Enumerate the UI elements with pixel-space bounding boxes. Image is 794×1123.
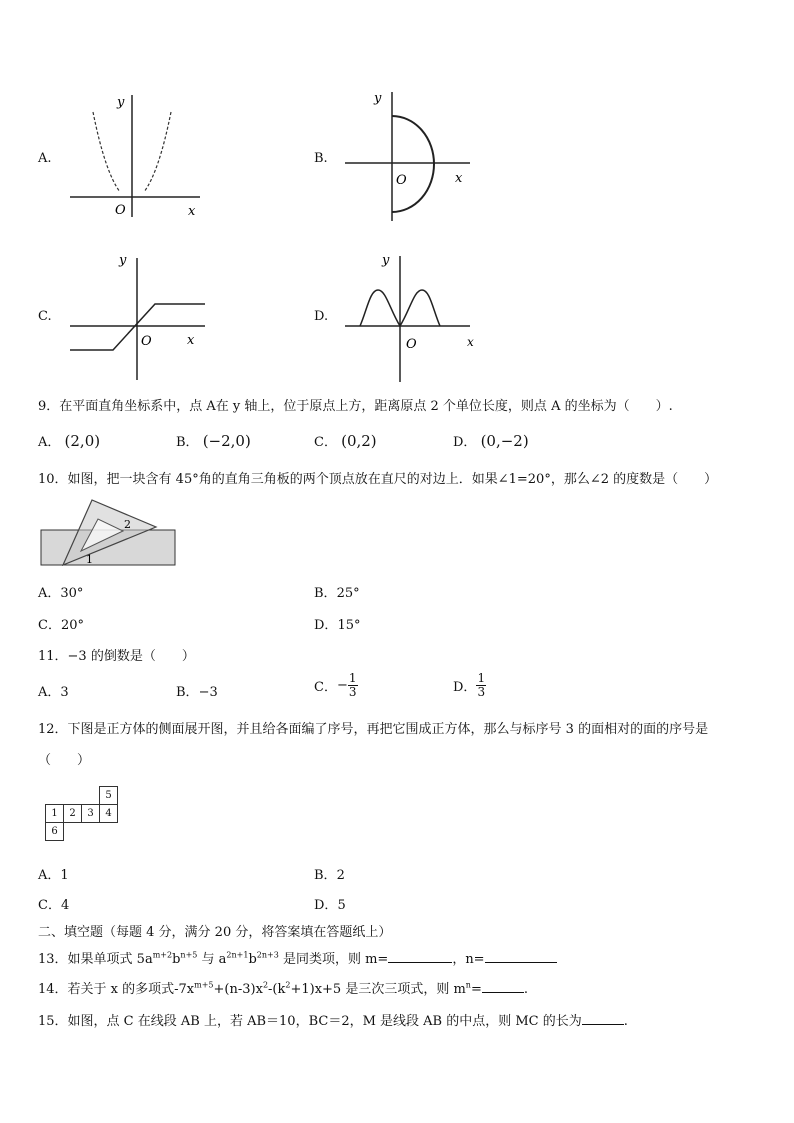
graph-b	[340, 86, 480, 226]
graph-d-x-label: x	[467, 335, 474, 349]
q13: 13．如果单项式 $5a^{m+2}b^{n+5}$ 与 $a^{2n+1}b^{2n+3}$ 是同类项，则 m= ，n=	[38, 948, 557, 967]
q11-option-c: C．− $\frac{1}{3}$	[314, 671, 357, 699]
graph-b-origin: O	[396, 173, 407, 188]
q14: 14．若关于 x 的多项式$-7x^{m+5}+(n-3)x^2-(k^2+1)x+5$ 是三次三项式，则 $m^n=$ .	[38, 980, 528, 997]
q12-option-c: C．4	[38, 898, 70, 913]
graph-a	[65, 92, 205, 222]
q12-cube-net	[45, 786, 118, 841]
q11-option-b: B．−3	[176, 685, 218, 700]
q12-option-a: A．1	[38, 868, 69, 883]
graph-a-x-label: x	[188, 204, 196, 219]
q12-stem-line2: （ ）	[38, 753, 91, 768]
section2-title: 二、填空题（每题 4 分，满分 20 分，将答案填在答题纸上）	[38, 925, 392, 940]
q12-stem-line1: 12．下图是正方体的侧面展开图，并且给各面编了序号，再把它围成正方体，那么与标序号 3 的面相对的面的序号是	[38, 722, 709, 737]
option-d-label: D.	[314, 309, 329, 324]
q10-figure-ruler-triangle	[38, 497, 178, 569]
q11-option-a: A．3	[38, 685, 69, 700]
net-face-4: 4	[100, 805, 118, 823]
net-face-1: 1	[46, 805, 64, 823]
q10-angle1-label: 1	[86, 553, 93, 566]
graph-b-y-label: y	[374, 91, 382, 106]
q12-option-b: B．2	[314, 868, 345, 883]
graph-d	[340, 250, 485, 385]
q9-option-d: D． (0,−2)	[453, 432, 529, 450]
graph-d-y-label: y	[382, 253, 390, 268]
option-b-label: B.	[314, 151, 328, 166]
q10-option-c: C．20°	[38, 618, 84, 633]
q11-option-d: D． $\frac{1}{3}$	[453, 671, 486, 699]
q9-option-c: C． (0,2)	[314, 432, 377, 450]
q12-option-d: D．5	[314, 898, 346, 913]
q9-stem: 9．在平面直角坐标系中，点 A在 y 轴上，位于原点上方，距离原点 2 个单位长度，则点 A 的坐标为（ ）.	[38, 399, 673, 414]
q15-blank[interactable]	[582, 1012, 624, 1025]
q10-stem: 10．如图，把一块含有 45°角的直角三角板的两个顶点放在直尺的对边上．如果∠1=20°，那么∠2 的度数是（ ）	[38, 472, 718, 487]
option-c-label: C.	[38, 309, 52, 324]
graph-d-origin: O	[406, 337, 417, 352]
q14-blank[interactable]	[482, 980, 524, 993]
net-face-top: 5	[100, 787, 118, 805]
graph-c-y-label: y	[119, 253, 127, 268]
graph-a-y-label: y	[117, 95, 125, 110]
option-a-label: A.	[38, 151, 52, 166]
graph-c	[65, 250, 210, 385]
q10-option-b: B．25°	[314, 586, 360, 601]
q9-option-b: B． (−2,0)	[176, 432, 251, 450]
q9-option-a: A． (2,0)	[38, 432, 101, 450]
graph-c-origin: O	[141, 334, 152, 349]
q11-stem: 11．−3 的倒数是（ ）	[38, 649, 195, 664]
net-face-2: 2	[64, 805, 82, 823]
graph-b-x-label: x	[455, 171, 463, 186]
net-face-bottom: 6	[46, 823, 64, 841]
q13-blank-n[interactable]	[485, 950, 557, 963]
net-face-3: 3	[82, 805, 100, 823]
q15: 15．如图，点 C 在线段 AB 上，若 AB＝10，BC＝2，M 是线段 AB 的中点，则 MC 的长为 .	[38, 1014, 628, 1029]
q13-blank-m[interactable]	[388, 950, 452, 963]
graph-a-origin: O	[115, 203, 126, 218]
q10-angle2-label: 2	[124, 518, 131, 531]
q10-option-a: A．30°	[38, 586, 84, 601]
q10-option-d: D．15°	[314, 618, 361, 633]
graph-c-x-label: x	[187, 333, 195, 348]
